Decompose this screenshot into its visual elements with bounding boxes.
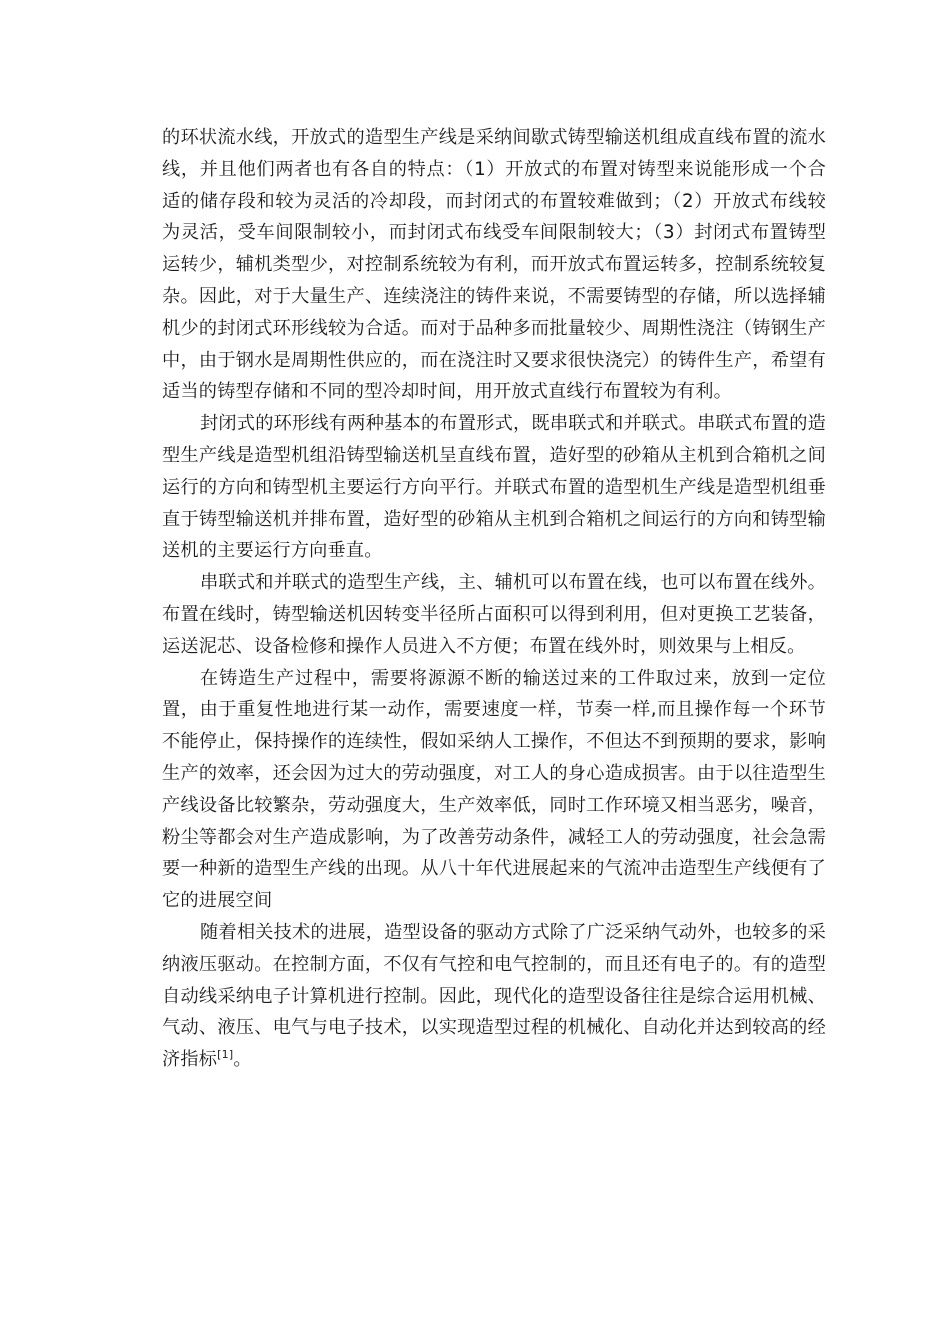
paragraph-layout-comparison: 的环状流水线，开放式的造型生产线是采纳间歇式铸型输送机组成直线布置的流水线，并且他们两者也有各自的特点：（1）开放式的布置对铸型来说能形成一个合适的储存段和较为灵活的冷却段，而封闭式的布置较难做到；（2）开放式布线较为灵活，受车间限制较小，而封闭式布线受车间限制较大；（3）封闭式布置铸型运转少，辅机类型少，对控制系统较为有利，而开放式布置运转多，控制系统较复杂。因此，对于大量生产、连续浇注的铸件来说，不需要铸型的存储，所以选择辅机少的封闭式环形线较为合适。而对于品种多而批量较少、周期性浇注（铸钢生产中，由于钢水是周期性供应的，而在浇注时又要求很快浇完）的铸件生产，希望有适当的铸型存储和不同的型冷却时间，用开放式直线行布置较为有利。 xyxy=(162,127,826,403)
paragraph-drive-technology-text: 随着相关技术的进展，造型设备的驱动方式除了广泛采纳气动外，也较多的采纳液压驱动。在控制方面，不仅有气控和电气控制的，而且还有电子的。有的造型自动线采纳电子计算机进行控制。因此，现代化的造型设备往往是综合运用机械、气动、液压、电气与电子技术，以实现造型过程的机械化、自动化并达到较高的经济指标 xyxy=(162,921,826,1071)
paragraph-production-background: 在铸造生产过程中，需要将源源不断的输送过来的工件取过来，放到一定位置，由于重复性地进行某一动作，需要速度一样，节奏一样,而且操作每一个环节不能停止，保持操作的连续性，假如采纳人工操作，不但达不到预期的要求，影响生产的效率，还会因为过大的劳动强度，对工人的身心造成损害。由于以往造型生产线设备比较繁杂，劳动强度大，生产效率低，同时工作环境又相当恶劣，噪音，粉尘等都会对生产造成影响，为了改善劳动条件，减轻工人的劳动强度，社会急需要一种新的造型生产线的出现。从八十年代进展起来的气流冲击造型生产线便有了它的进展空间 xyxy=(162,667,826,912)
paragraph-inline-offline: 串联式和并联式的造型生产线，主、辅机可以布置在线，也可以布置在线外。布置在线时，铸型输送机因转变半径所占面积可以得到利用，但对更换工艺装备，运送泥芯、设备检修和操作人员进入不方便；布置在线外时，则效果与上相反。 xyxy=(162,572,826,657)
citation-reference: [1] xyxy=(217,1048,234,1062)
paragraph-closed-loop-forms: 封闭式的环形线有两种基本的布置形式，既串联式和并联式。串联式布置的造型生产线是造型机组沿铸型输送机呈直线布置，造好型的砂箱从主机到合箱机之间运行的方向和铸型机主要运行方向平行。并联式布置的造型机生产线是造型机组垂直于铸型输送机并排布置，造好型的砂箱从主机到合箱机之间运行的方向和铸型输送机的主要运行方向垂直。 xyxy=(162,413,826,562)
document-page xyxy=(162,122,826,1076)
paragraph-drive-technology xyxy=(162,917,826,1076)
paragraph-end-punctuation: 。 xyxy=(233,1049,252,1071)
